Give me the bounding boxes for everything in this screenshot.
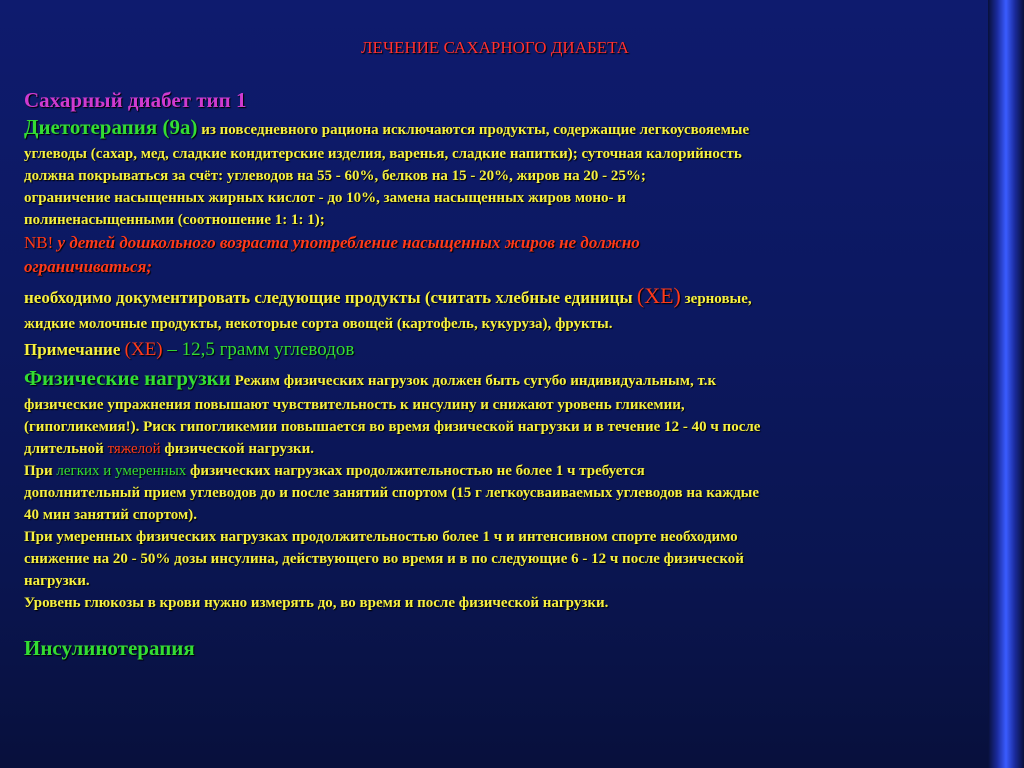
- note-line: [24, 335, 1008, 365]
- exercise-line: физические упражнения повышают чувствительность к инсулину и снижают уровень гликемии,: [24, 397, 685, 413]
- exercise-line: (гипогликемия!). Риск гипогликемии повышается во время физической нагрузки и в течение 12 - 40 ч после: [24, 419, 761, 435]
- exercise-text: физической нагрузки.: [160, 441, 315, 457]
- exercise-text: При: [24, 463, 57, 479]
- exercise-line: дополнительный прием углеводов до и после занятий спортом (15 г легкоусваиваемых углеводов на каждые: [24, 485, 760, 501]
- exercise-text: Режим физических нагрузок должен быть сугубо индивидуальным, т.к: [230, 373, 717, 389]
- note-xe: (ХЕ): [124, 339, 163, 360]
- exercise-section: [24, 365, 1008, 614]
- slide-title: ЛЕЧЕНИЕ САХАРНОГО ДИАБЕТА: [361, 38, 629, 57]
- exercise-line: [24, 460, 1008, 482]
- diet-section: [24, 114, 1008, 231]
- xe-line: жидкие молочные продукты, некоторые сорта овощей (картофель, кукуруза), фрукты.: [24, 316, 613, 332]
- diet-heading: Диетотерапия (9а): [24, 115, 198, 139]
- exercise-line: снижение на 20 - 50% дозы инсулина, действующего во время и в по следующие 6 - 12 ч после физической: [24, 551, 744, 567]
- xe-label: (ХЕ): [636, 283, 681, 308]
- xe-section: [24, 281, 1008, 335]
- note-rest: – 12,5 грамм углеводов: [162, 339, 355, 360]
- exercise-text: длительной: [24, 441, 108, 457]
- nb-text: у детей дошкольного возраста употребление насыщенных жиров не должно: [53, 233, 640, 252]
- exercise-text: физических нагрузках продолжительностью не более 1 ч требуется: [186, 463, 645, 479]
- xe-tail: зерновые,: [680, 291, 752, 307]
- nb-section: [24, 231, 1008, 279]
- heavy-load-text: тяжелой: [107, 441, 161, 457]
- diet-text: из повседневного рациона исключаются продукты, содержащие легкоусвояемые: [201, 122, 750, 138]
- light-moderate-text: легких и умеренных: [56, 463, 187, 479]
- exercise-line: При умеренных физических нагрузках продолжительностью более 1 ч и интенсивном спорте необходимо: [24, 529, 738, 545]
- diet-line: должна покрываться за счёт: углеводов на 55 - 60%, белков на 15 - 20%, жиров на 20 - 25%;: [24, 168, 646, 184]
- nb-text-cont: ограничиваться;: [24, 257, 152, 276]
- xe-lead: необходимо документировать следующие продукты (считать хлебные единицы: [24, 288, 637, 307]
- slide-content: [24, 86, 1008, 662]
- exercise-line: Уровень глюкозы в крови нужно измерять до, во время и после физической нагрузки.: [24, 595, 609, 611]
- nb-label: NB!: [24, 233, 54, 252]
- diet-line: полиненасыщенными (соотношение 1: 1: 1);: [24, 212, 325, 228]
- exercise-heading: Физические нагрузки: [24, 366, 231, 390]
- type-heading: Сахарный диабет тип 1: [24, 88, 247, 112]
- note-label: Примечание: [24, 340, 125, 359]
- exercise-line: 40 мин занятий спортом).: [24, 507, 197, 523]
- exercise-line: нагрузки.: [24, 573, 90, 589]
- diet-line: углеводы (сахар, мед, сладкие кондитерские изделия, варенья, сладкие напитки); суточная калорийность: [24, 146, 742, 162]
- insulin-heading: Инсулинотерапия: [24, 636, 195, 660]
- diet-line: ограничение насыщенных жирных кислот - до 10%, замена насыщенных жиров моно- и: [24, 190, 626, 206]
- exercise-line: [24, 438, 1008, 460]
